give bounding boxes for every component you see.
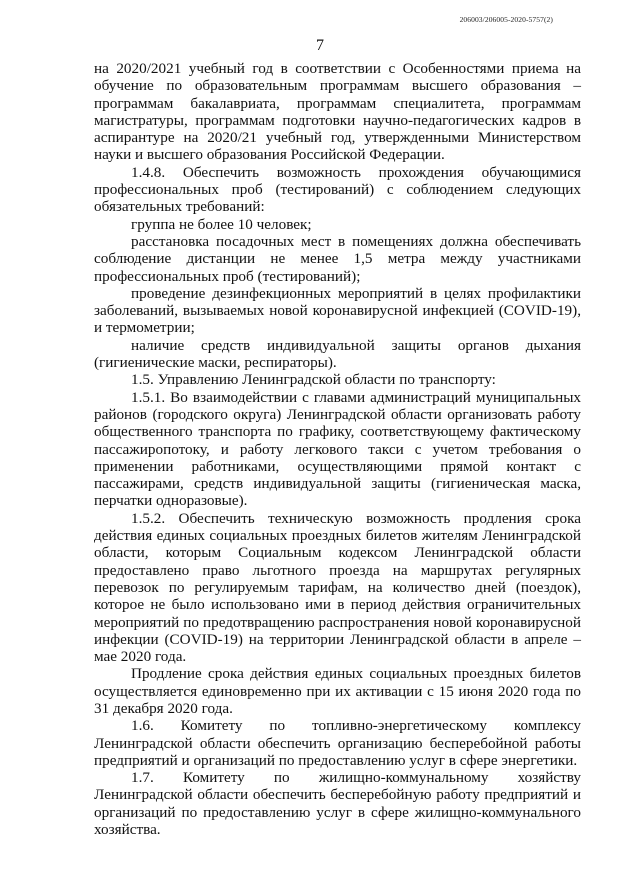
paragraph-1-6: 1.6. Комитету по топливно-энергетическому комплексу Ленинградской области обеспечить организацию бесперебойной работы предприятий и организаций по предоставлению услуг в сфере энергетики. xyxy=(94,717,581,769)
page-number: 7 xyxy=(316,37,324,54)
paragraph-1-7: 1.7. Комитету по жилищно-коммунальному хозяйству Ленинградской области обеспечить бесперебойную работу предприятий и организаций по предоставлению услуг в сфере жилищно-коммунального хозяйства. xyxy=(94,769,581,839)
list-item-group-size: группа не более 10 человек; xyxy=(131,215,312,233)
list-item-disinfection: проведение дезинфекционных мероприятий в целях профилактики заболеваний, вызываемых новой коронавирусной инфекцией (COVID-19), и термометрии; xyxy=(94,284,581,337)
paragraph-1-4-8: 1.4.8. Обеспечить возможность прохождения обучающимися профессиональных проб (тестирований) с соблюдением следующих обязательных требований: xyxy=(94,163,581,216)
list-item-protection: наличие средств индивидуальной защиты органов дыхания (гигиенические маски, респираторы). xyxy=(94,336,581,372)
paragraph-1-5: 1.5. Управлению Ленинградской области по транспорту: xyxy=(131,371,496,389)
document-code: 206003/206005-2020-5757(2) xyxy=(459,15,553,24)
document-body xyxy=(94,60,581,838)
paragraph-1-5-2: 1.5.2. Обеспечить техническую возможность продления срока действия единых социальных проездных билетов жителям Ленинградской области, которым Социальным кодексом Ленинградской области предоставлено право льготного проезда на маршрутах регулярных перевозок по регулируемым тарифам, на количество дней (поездок), которое не было использовано ими в период действия ограничительных мероприятий по предотвращению распространения новой коронавирусной инфекции (COVID-19) на территории Ленинградской области в апреле – мае 2020 года. xyxy=(94,509,581,666)
paragraph-1-5-1: 1.5.1. Во взаимодействии с главами администраций муниципальных районов (городского округа) Ленинградской области организовать работу общественного транспорта по графику, соответствующему фактическому пассажиропотоку, и работу легкового такси с учетом требования о применении работниками, осуществляющими прямой контакт с пассажирами, средств индивидуальной защиты (гигиеническая маска, перчатки одноразовые). xyxy=(94,388,581,510)
paragraph-ticket-extension: Продление срока действия единых социальных проездных билетов осуществляется единовременно при их активации с 15 июня 2020 года по 31 декабря 2020 года. xyxy=(94,665,581,717)
list-item-seating: расстановка посадочных мест в помещениях должна обеспечивать соблюдение дистанции не менее 1,5 метра между участниками профессиональных проб (тестирований); xyxy=(94,232,581,285)
paragraph-continuation: на 2020/2021 учебный год в соответствии с Особенностями приема на обучение по образовательным программам высшего образования – программам бакалавриата, программам специалитета, программам магистратуры, программам подготовки научно-педагогических кадров в аспирантуре на 2020/21 учебный год, утвержденными Министерством науки и высшего образования Российской Федерации. xyxy=(94,60,581,164)
